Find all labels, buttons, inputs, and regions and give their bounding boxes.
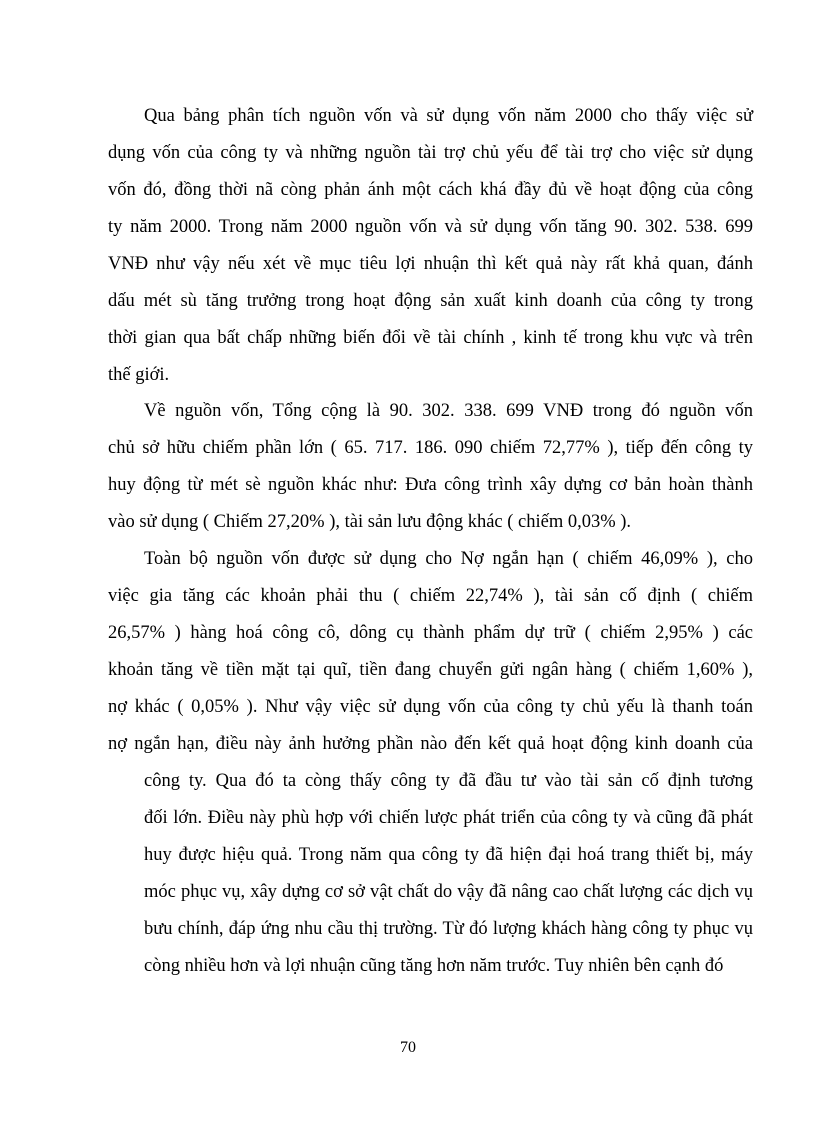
- text-line: huy được hiệu quả. Trong năm qua công ty đã hiện đại hoá trang thiết bị, máy: [144, 845, 753, 865]
- text-line: huy động từ mét sè nguồn khác như: Đưa công trình xây dựng cơ bản hoàn thành: [108, 475, 753, 495]
- text-line: vào sử dụng ( Chiếm 27,20% ), tài sản lưu động khác ( chiếm 0,03% ).: [108, 512, 632, 532]
- text-line: Qua bảng phân tích nguồn vốn và sử dụng vốn năm 2000 cho thấy việc sử: [144, 106, 753, 126]
- text-line: ty năm 2000. Trong năm 2000 nguồn vốn và sử dụng vốn tăng 90. 302. 538. 699: [108, 217, 753, 237]
- page-number: 70: [400, 1039, 416, 1056]
- text-line: còng nhiều hơn và lợi nhuận cũng tăng hơn năm trước. Tuy nhiên bên cạnh đó: [144, 956, 724, 976]
- text-line: bưu chính, đáp ứng nhu cầu thị trường. Từ đó lượng khách hàng công ty phục vụ: [144, 919, 753, 939]
- text-line: nợ ngắn hạn, điều này ảnh hưởng phần nào đến kết quả hoạt động kinh doanh của: [108, 734, 753, 754]
- paragraph-capital-sources: [108, 393, 753, 541]
- text-line: công ty. Qua đó ta còng thấy công ty đã đầu tư vào tài sản cố định tương: [144, 771, 753, 791]
- text-line: dấu mét sù tăng trưởng trong hoạt động sản xuất kinh doanh của công ty trong: [108, 291, 753, 311]
- text-line: vốn đó, đồng thời nã còng phản ánh một cách khá đầy đủ về hoạt động của công: [108, 180, 753, 200]
- paragraph-capital-analysis: [108, 98, 753, 394]
- text-line: Toàn bộ nguồn vốn được sử dụng cho Nợ ngắn hạn ( chiếm 46,09% ), cho: [144, 549, 753, 569]
- text-line: chủ sở hữu chiếm phần lớn ( 65. 717. 186. 090 chiếm 72,77% ), tiếp đến công ty: [108, 438, 753, 458]
- paragraph-capital-uses: [108, 541, 753, 763]
- text-line: 26,57% ) hàng hoá công cô, dông cụ thành phẩm dự trữ ( chiếm 2,95% ) các: [108, 623, 753, 643]
- text-line: đối lớn. Điều này phù hợp với chiến lược phát triển của công ty và cũng đã phát: [144, 808, 753, 828]
- text-line: thời gian qua bất chấp những biến đổi về tài chính , kinh tế trong khu vực và trên: [108, 328, 753, 348]
- text-line: khoản tăng về tiền mặt tại quĩ, tiền đang chuyển gửi ngân hàng ( chiếm 1,60% ),: [108, 660, 753, 680]
- paragraph-fixed-assets: [144, 763, 753, 985]
- text-line: thế giới.: [108, 365, 170, 385]
- text-line: Về nguồn vốn, Tổng cộng là 90. 302. 338. 699 VNĐ trong đó nguồn vốn: [144, 401, 753, 421]
- text-line: dụng vốn của công ty và những nguồn tài trợ chủ yếu để tài trợ cho việc sử dụng: [108, 143, 753, 163]
- text-line: móc phục vụ, xây dựng cơ sở vật chất do vậy đã nâng cao chất lượng các dịch vụ: [144, 882, 753, 902]
- text-line: việc gia tăng các khoản phải thu ( chiếm 22,74% ), tài sản cố định ( chiếm: [108, 586, 753, 606]
- text-line: VNĐ như vậy nếu xét về mục tiêu lợi nhuận thì kết quả này rất khả quan, đánh: [108, 254, 753, 274]
- text-line: nợ khác ( 0,05% ). Như vậy việc sử dụng vốn của công ty chủ yếu là thanh toán: [108, 697, 753, 717]
